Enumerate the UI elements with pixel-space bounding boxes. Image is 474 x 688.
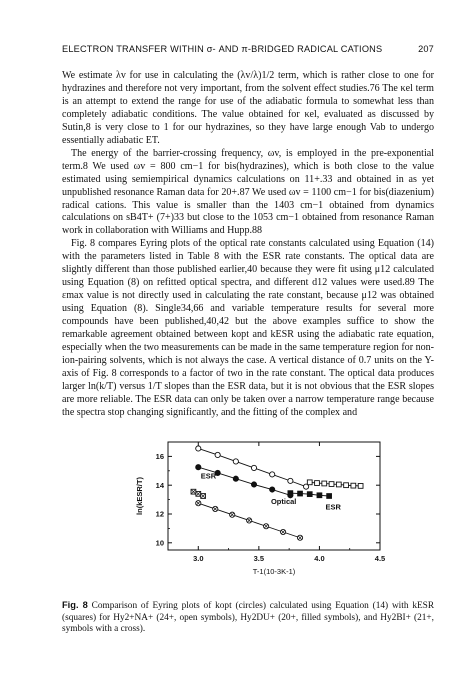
data-point <box>327 494 332 499</box>
plot-annotation: Optical <box>270 496 297 506</box>
y-tick-label: 12 <box>155 509 164 519</box>
data-point <box>288 491 293 496</box>
plot-annotation: ESR <box>325 502 341 512</box>
data-point <box>215 452 220 457</box>
y-tick-label: 16 <box>155 452 164 461</box>
data-point <box>196 465 201 470</box>
y-tick-label: 14 <box>155 480 164 490</box>
running-head <box>62 44 434 58</box>
figure-caption <box>62 600 434 636</box>
data-point <box>270 487 275 492</box>
x-tick-label: 3.5 <box>253 554 265 563</box>
data-point <box>307 480 312 485</box>
y-axis-label: ln(kESR/T) <box>135 477 144 515</box>
paragraph-barrier-frequency: The energy of the barrier-crossing frequency, ωv, is employed in the pre-exponential term.8 We used ωv = 800 cm−1 for bis(hydrazines), which is both close to the value estimated using semiempirical dynamics calculations on 11+.33 and obtained in as yet unpublished resonance Raman data for 20+.87 We used ωv = 1100 cm−1 for bis(diazenium) radical cations. This value is smaller than the 1403 cm−1 obtained from dynamics calculations on sB4T+ (7+)33 but close to the 1053 cm−1 obtained from resonance Raman work in collaboration with Williams and Hupp.88 <box>62 147 434 237</box>
data-point <box>307 492 312 497</box>
data-point <box>270 472 275 477</box>
x-tick-label: 4.0 <box>314 554 325 563</box>
page-number: 207 <box>418 44 434 54</box>
y-tick-label: 10 <box>155 538 164 548</box>
running-head-title: ELECTRON TRANSFER WITHIN σ- AND π-BRIDGED RADICAL CATIONS <box>62 44 383 54</box>
data-point <box>196 446 201 451</box>
x-tick-label: 3.0 <box>193 554 204 563</box>
data-point <box>317 493 322 498</box>
figure-caption-text: Comparison of Eyring plots of kopt (circles) calculated using Equation (14) with kESR (squares) for Hy2+NA+ (24+, open symbols), Hy2DU+ (20+, filled symbols), and Hy2BI+ (21+, symbols with a cross). <box>62 601 435 635</box>
data-point <box>251 482 256 487</box>
data-point <box>322 481 327 486</box>
paragraph-eyring-comparison: Fig. 8 compares Eyring plots of the optical rate constants calculated using Equation (14) with the parameters listed in Table 8 with the ESR rate constants. The optical data are slightly different than those published earlier,40 because they were fit using μ12 calculated using Equation (8) on refitted optical spectra, and different d12 values were used.89 The εmax value is not directly used in calculating the rate constant, because μ12 was obtained using Equation (8). Single34,66 and variable temperature results for several more compounds have been published,40,42 but the above examples suffice to show the remarkable agreement obtained between kopt and kESR using the adiabatic rate equation, especially when the two measurements can be made in the same temperature region for non-ion-pairing solvents, which is not always the case. A vertical distance of 0.7 units on the Y-axis of Fig. 8 corresponds to a factor of two in the rate constant. The optical data produces larger ln(k/T) versus 1/T slopes than the ESR data, but it is not obvious that the ESR slopes are more reliable. The ESR data can only be taken over a narrow temperature range because the spectra stop changing significantly, and the fitting of the complex and <box>62 238 434 418</box>
figure-label: Fig. 8 <box>62 600 88 610</box>
plot-labels <box>135 452 385 576</box>
data-point <box>344 483 349 488</box>
plot-marks <box>191 446 363 540</box>
x-tick-label: 4.5 <box>374 554 386 563</box>
data-point <box>315 481 320 486</box>
body-text <box>62 70 434 420</box>
plot-annotation: ESR <box>200 471 217 481</box>
data-point <box>329 482 334 487</box>
paragraph-lambda-v: We estimate λv for use in calculating the (λv/λ)1/2 term, which is rather close to one for hydrazines and therefore not very important, from the solvent effect studies.76 The κel term is an attempt to extend the range for use of the adiabatic formula to somewhat less than completely adiabatic conditions. The value obtained for κel, evaluated as discussed by Sutin,8 is very close to 1 for our hydrazines, so they have large enough Vab to undergo essentially adiabatic ET. <box>62 70 434 146</box>
data-point <box>288 478 293 483</box>
x-axis-label: T-1(10-3K-1) <box>252 567 296 576</box>
eyring-plot <box>110 436 400 586</box>
data-point <box>358 484 363 489</box>
data-point <box>251 465 256 470</box>
data-point <box>336 482 341 487</box>
data-point <box>351 483 356 488</box>
data-point <box>233 459 238 464</box>
figure-8 <box>110 436 400 586</box>
data-point <box>298 491 303 496</box>
data-point <box>233 476 238 481</box>
